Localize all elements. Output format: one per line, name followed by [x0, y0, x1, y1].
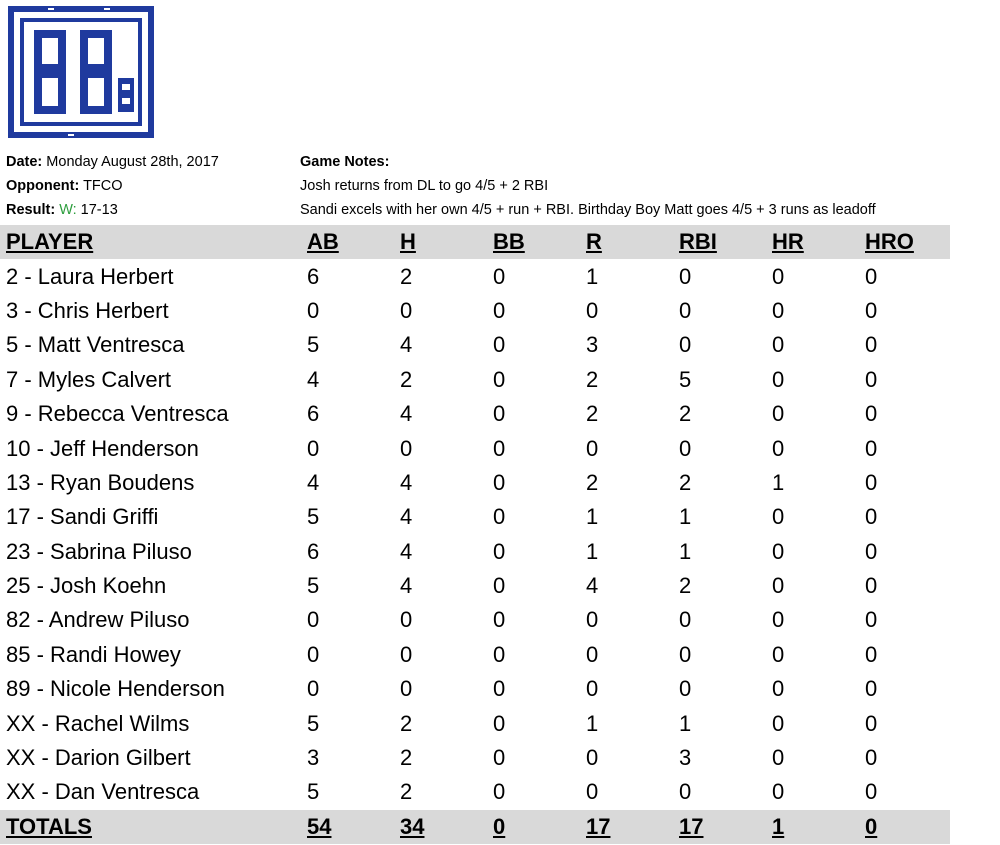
bb-cell: 0: [493, 504, 506, 530]
hr-cell: 0: [772, 745, 785, 771]
bb-cell: 0: [493, 366, 506, 392]
rbi-cell: 5: [679, 366, 692, 392]
h-cell: 2: [400, 779, 413, 805]
rbi-cell: 2: [679, 469, 692, 495]
rbi-cell: 0: [679, 641, 692, 667]
hr-cell: 0: [772, 263, 785, 289]
hr-cell: 0: [772, 297, 785, 323]
game-info: [6, 150, 219, 222]
bb-cell: 0: [493, 710, 506, 736]
player-name: 85 - Randi Howey: [6, 641, 181, 667]
ab-cell: 0: [307, 607, 320, 633]
column-header-bb: BB: [493, 229, 525, 255]
batting-stats-table: [0, 225, 950, 844]
rbi-cell: 0: [679, 779, 692, 805]
bb-cell: 0: [493, 435, 506, 461]
hro-cell: 0: [865, 263, 878, 289]
rbi-cell: 0: [679, 297, 692, 323]
bb-cell: 0: [493, 332, 506, 358]
result-line: [6, 198, 219, 222]
team-logo: [8, 6, 154, 138]
table-row: [0, 466, 950, 500]
r-cell: 2: [586, 469, 599, 495]
player-name: 7 - Myles Calvert: [6, 366, 172, 392]
ab-cell: 5: [307, 573, 320, 599]
player-name: 23 - Sabrina Piluso: [6, 538, 192, 564]
player-name: 2 - Laura Herbert: [6, 263, 174, 289]
r-cell: 0: [586, 779, 599, 805]
note-line: Sandi excels with her own 4/5 + run + RBI. Birthday Boy Matt goes 4/5 + 3 runs as leadoff: [300, 202, 876, 218]
totals-hro: 0: [865, 813, 878, 839]
ab-cell: 5: [307, 504, 320, 530]
table-row: [0, 535, 950, 569]
bb-cell: 0: [493, 745, 506, 771]
ab-cell: 3: [307, 745, 320, 771]
hr-cell: 0: [772, 573, 785, 599]
hr-cell: 0: [772, 607, 785, 633]
totals-label: TOTALS: [6, 813, 92, 839]
bb-cell: 0: [493, 263, 506, 289]
ab-cell: 0: [307, 641, 320, 667]
bb-cell: 0: [493, 469, 506, 495]
h-cell: 4: [400, 469, 413, 495]
player-name: 3 - Chris Herbert: [6, 297, 169, 323]
hro-cell: 0: [865, 641, 878, 667]
r-cell: 1: [586, 263, 599, 289]
notes-label: Game Notes:: [300, 154, 390, 170]
result-outcome: W:: [59, 202, 77, 218]
opponent-label: Opponent:: [6, 178, 80, 194]
hr-cell: 0: [772, 435, 785, 461]
result-score: 17-13: [80, 202, 118, 218]
column-header-hr: HR: [772, 229, 804, 255]
bb-cell: 0: [493, 676, 506, 702]
h-cell: 4: [400, 332, 413, 358]
r-cell: 0: [586, 297, 599, 323]
h-cell: 4: [400, 401, 413, 427]
result-label: Result:: [6, 202, 56, 218]
h-cell: 0: [400, 297, 413, 323]
h-cell: 4: [400, 538, 413, 564]
bb-cell: 0: [493, 573, 506, 599]
hr-cell: 0: [772, 332, 785, 358]
hro-cell: 0: [865, 401, 878, 427]
player-name: XX - Darion Gilbert: [6, 745, 191, 771]
totals-bb: 0: [493, 813, 506, 839]
opponent-line: [6, 174, 219, 198]
player-name: XX - Rachel Wilms: [6, 710, 190, 736]
h-cell: 4: [400, 573, 413, 599]
totals-h: 34: [400, 813, 425, 839]
hro-cell: 0: [865, 366, 878, 392]
ab-cell: 4: [307, 366, 320, 392]
column-header-h: H: [400, 229, 416, 255]
ab-cell: 5: [307, 332, 320, 358]
ab-cell: 4: [307, 469, 320, 495]
rbi-cell: 0: [679, 435, 692, 461]
hr-cell: 1: [772, 469, 785, 495]
hro-cell: 0: [865, 607, 878, 633]
totals-r: 17: [586, 813, 611, 839]
table-row: [0, 363, 950, 397]
player-name: 10 - Jeff Henderson: [6, 435, 199, 461]
r-cell: 2: [586, 401, 599, 427]
column-header-player: PLAYER: [6, 229, 94, 255]
hr-cell: 0: [772, 366, 785, 392]
table-row: [0, 741, 950, 775]
hr-cell: 0: [772, 538, 785, 564]
player-name: 17 - Sandi Griffi: [6, 504, 159, 530]
r-cell: 2: [586, 366, 599, 392]
hr-cell: 0: [772, 710, 785, 736]
ab-cell: 0: [307, 676, 320, 702]
ab-cell: 5: [307, 779, 320, 805]
bb-cell: 0: [493, 607, 506, 633]
player-name: 9 - Rebecca Ventresca: [6, 401, 229, 427]
player-name: 25 - Josh Koehn: [6, 573, 167, 599]
date-value: Monday August 28th, 2017: [46, 154, 219, 170]
player-name: 5 - Matt Ventresca: [6, 332, 185, 358]
rbi-cell: 0: [679, 332, 692, 358]
h-cell: 0: [400, 641, 413, 667]
rbi-cell: 0: [679, 607, 692, 633]
hro-cell: 0: [865, 504, 878, 530]
note-line: Josh returns from DL to go 4/5 + 2 RBI: [300, 178, 549, 194]
totals-row: [0, 810, 950, 844]
rbi-cell: 2: [679, 401, 692, 427]
hr-cell: 0: [772, 504, 785, 530]
table-row: [0, 259, 950, 293]
table-row: [0, 672, 950, 706]
column-header-rbi: RBI: [679, 229, 717, 255]
ab-cell: 6: [307, 401, 320, 427]
table-row: [0, 397, 950, 431]
column-header-hro: HRO: [865, 229, 914, 255]
h-cell: 0: [400, 435, 413, 461]
bb-cell: 0: [493, 401, 506, 427]
r-cell: 0: [586, 676, 599, 702]
hro-cell: 0: [865, 332, 878, 358]
table-body: [0, 259, 950, 809]
hr-cell: 0: [772, 641, 785, 667]
table-row: [0, 638, 950, 672]
bb-cell: 0: [493, 641, 506, 667]
hro-cell: 0: [865, 538, 878, 564]
hro-cell: 0: [865, 435, 878, 461]
totals-hr: 1: [772, 813, 785, 839]
r-cell: 0: [586, 435, 599, 461]
bb-cell: 0: [493, 538, 506, 564]
rbi-cell: 1: [679, 538, 692, 564]
ab-cell: 6: [307, 538, 320, 564]
h-cell: 0: [400, 676, 413, 702]
hro-cell: 0: [865, 676, 878, 702]
rbi-cell: 0: [679, 263, 692, 289]
r-cell: 0: [586, 641, 599, 667]
hr-cell: 0: [772, 779, 785, 805]
table-row: [0, 706, 950, 740]
ab-cell: 5: [307, 710, 320, 736]
r-cell: 0: [586, 745, 599, 771]
hro-cell: 0: [865, 573, 878, 599]
table-row: [0, 431, 950, 465]
opponent-value: TFCO: [83, 178, 123, 194]
h-cell: 2: [400, 745, 413, 771]
column-header-ab: AB: [307, 229, 339, 255]
bb-cell: 0: [493, 779, 506, 805]
rbi-cell: 0: [679, 676, 692, 702]
hro-cell: 0: [865, 710, 878, 736]
table-header-row: [0, 225, 950, 259]
date-label: Date:: [6, 154, 43, 170]
table-row: [0, 603, 950, 637]
player-name: 13 - Ryan Boudens: [6, 469, 195, 495]
table-row: [0, 569, 950, 603]
rbi-cell: 2: [679, 573, 692, 599]
ab-cell: 0: [307, 297, 320, 323]
hro-cell: 0: [865, 297, 878, 323]
hr-cell: 0: [772, 401, 785, 427]
table-row: [0, 328, 950, 362]
h-cell: 4: [400, 504, 413, 530]
r-cell: 1: [586, 710, 599, 736]
totals-rbi: 17: [679, 813, 704, 839]
table-row: [0, 294, 950, 328]
rbi-cell: 3: [679, 745, 692, 771]
r-cell: 1: [586, 504, 599, 530]
h-cell: 2: [400, 263, 413, 289]
player-name: XX - Dan Ventresca: [6, 779, 200, 805]
player-name: 89 - Nicole Henderson: [6, 676, 225, 702]
h-cell: 0: [400, 607, 413, 633]
ab-cell: 0: [307, 435, 320, 461]
hro-cell: 0: [865, 469, 878, 495]
rbi-cell: 1: [679, 710, 692, 736]
player-name: 82 - Andrew Piluso: [6, 607, 190, 633]
totals-ab: 54: [307, 813, 332, 839]
date-line: [6, 150, 219, 174]
table-row: [0, 500, 950, 534]
r-cell: 0: [586, 607, 599, 633]
r-cell: 3: [586, 332, 599, 358]
column-header-r: R: [586, 229, 602, 255]
r-cell: 4: [586, 573, 599, 599]
rbi-cell: 1: [679, 504, 692, 530]
h-cell: 2: [400, 710, 413, 736]
r-cell: 1: [586, 538, 599, 564]
hro-cell: 0: [865, 745, 878, 771]
h-cell: 2: [400, 366, 413, 392]
bb-cell: 0: [493, 297, 506, 323]
ab-cell: 6: [307, 263, 320, 289]
game-notes: [300, 150, 876, 222]
hr-cell: 0: [772, 676, 785, 702]
table-row: [0, 775, 950, 809]
hro-cell: 0: [865, 779, 878, 805]
